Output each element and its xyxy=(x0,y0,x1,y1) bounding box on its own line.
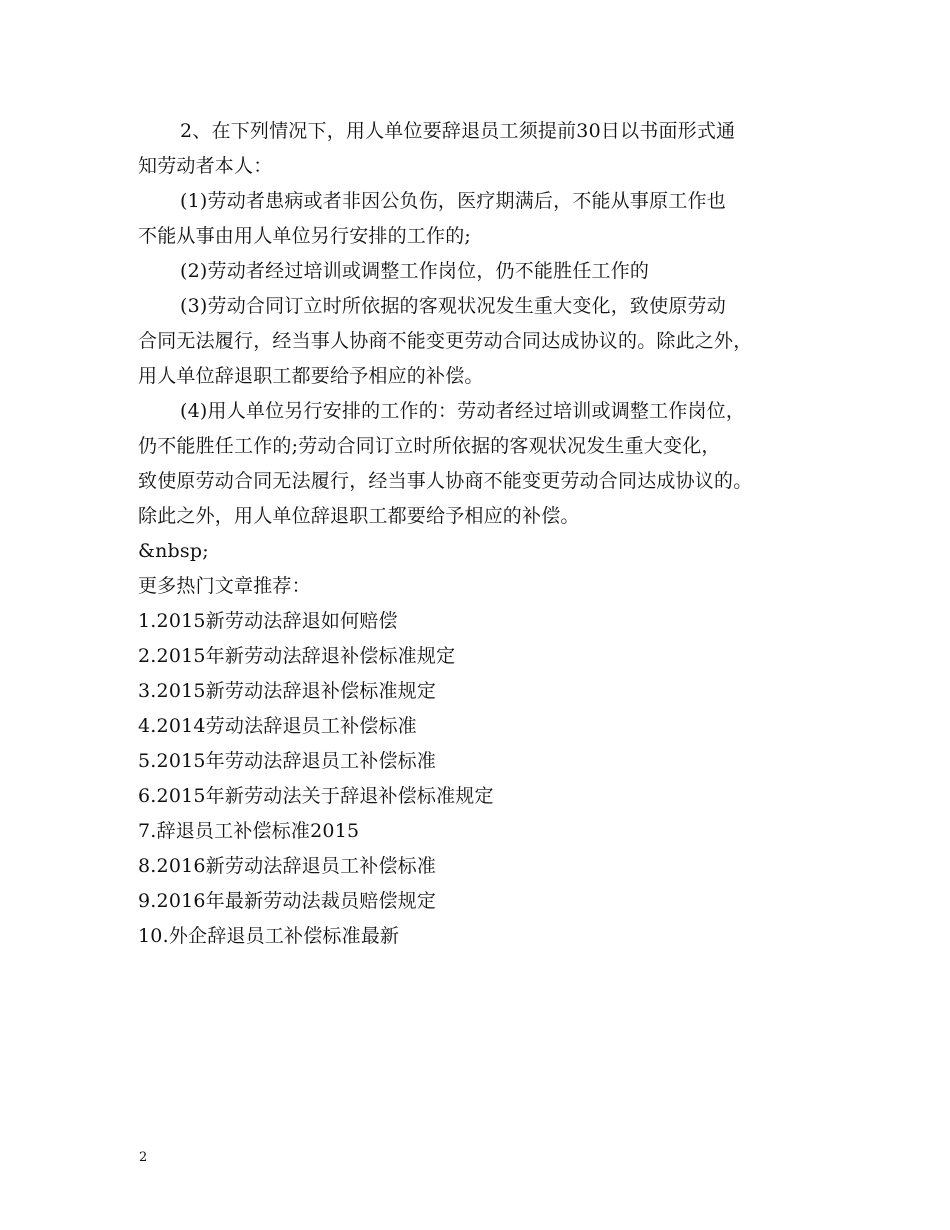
paragraph-line: 2、在下列情况下，用人单位要辞退员工须提前30日以书面形式通 xyxy=(180,120,736,142)
paragraph-line: 合同无法履行，经当事人协商不能变更劳动合同达成协议的。除此之外， xyxy=(138,330,753,352)
paragraph-line: 知劳动者本人： xyxy=(138,155,273,177)
recommend-heading: 更多热门文章推荐： xyxy=(138,575,311,597)
recommended-article-item[interactable]: 8.2016新劳动法辞退员工补偿标准 xyxy=(138,855,437,877)
paragraph-line: 除此之外，用人单位辞退职工都要给予相应的补偿。 xyxy=(138,505,580,527)
paragraph-line: (1)劳动者患病或者非因公负伤，医疗期满后，不能从事原工作也 xyxy=(180,190,726,212)
recommended-article-item[interactable]: 10.外企辞退员工补偿标准最新 xyxy=(138,925,400,947)
paragraph-line: 不能从事由用人单位另行安排的工作的; xyxy=(138,225,472,247)
paragraph-item-4 xyxy=(138,394,828,534)
recommended-article-item[interactable]: 4.2014劳动法辞退员工补偿标准 xyxy=(138,715,417,737)
paragraph-item-3 xyxy=(138,289,828,394)
paragraph-line: 致使原劳动合同无法履行，经当事人协商不能变更劳动合同达成协议的。 xyxy=(138,470,753,492)
paragraph-line: (3)劳动合同订立时所依据的客观状况发生重大变化，致使原劳动 xyxy=(180,295,726,317)
nbsp-text: &nbsp; xyxy=(138,540,209,562)
recommended-article-item[interactable]: 9.2016年最新劳动法裁员赔偿规定 xyxy=(138,890,437,912)
document-body xyxy=(138,114,828,954)
recommended-article-item[interactable]: 1.2015新劳动法辞退如何赔偿 xyxy=(138,610,398,632)
recommended-article-item[interactable]: 6.2015年新劳动法关于辞退补偿标准规定 xyxy=(138,785,494,807)
page-number: 2 xyxy=(139,1150,148,1165)
paragraph-line: (2)劳动者经过培训或调整工作岗位，仍不能胜任工作的 xyxy=(180,260,650,282)
paragraph-item-1 xyxy=(138,184,828,254)
recommended-article-item[interactable]: 7.辞退员工补偿标准2015 xyxy=(138,820,360,842)
paragraph-line: 仍不能胜任工作的;劳动合同订立时所依据的客观状况发生重大变化， xyxy=(138,435,721,457)
recommended-article-list xyxy=(138,604,828,954)
recommended-article-item[interactable]: 2.2015年新劳动法辞退补偿标准规定 xyxy=(138,645,456,667)
paragraph-notice-requirement xyxy=(138,114,828,184)
paragraph-line: 用人单位辞退职工都要给予相应的补偿。 xyxy=(138,365,484,387)
recommended-article-item[interactable]: 3.2015新劳动法辞退补偿标准规定 xyxy=(138,680,437,702)
paragraph-line: (4)用人单位另行安排的工作的：劳动者经过培训或调整工作岗位， xyxy=(180,400,746,422)
paragraph-item-2 xyxy=(138,254,828,289)
recommended-article-item[interactable]: 5.2015年劳动法辞退员工补偿标准 xyxy=(138,750,437,772)
